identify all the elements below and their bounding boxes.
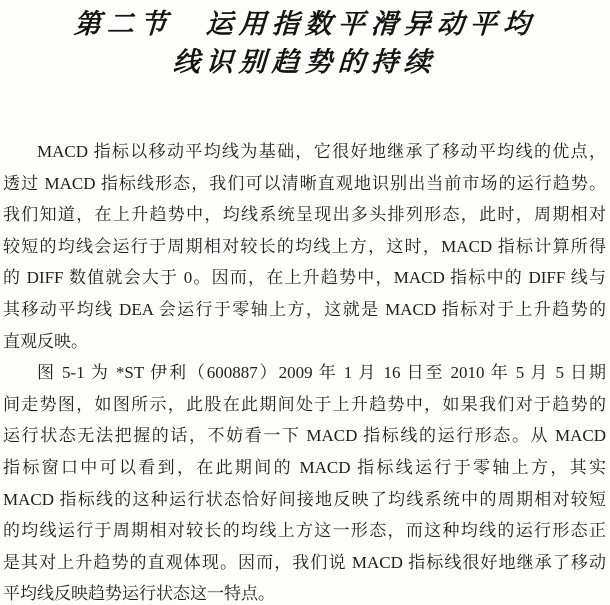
text-line: 指标窗口中可以看到，在此期间的 MACD 指标线运行于零轴上方，其实	[3, 457, 606, 477]
section-heading	[0, 0, 610, 81]
text-line: 图 5-1 为 *ST 伊利（600887）2009 年 1 月 16 日至 2010 年 5 月 5 日期	[37, 363, 606, 383]
text-line: 其移动平均线 DEA 会运行于零轴上方，这就是 MACD 指标对于上升趋势的	[3, 299, 606, 319]
text-line: 较短的均线会运行于周期相对较长的均线上方，这时，MACD 指标计算所得	[3, 236, 606, 256]
text-line: 是其对上升趋势的直观体现。因而，我们说 MACD 指标线很好地继承了移动	[3, 552, 606, 572]
section-heading-line-2: 线识别趋势的持续	[172, 47, 438, 77]
paragraph-2	[3, 357, 606, 605]
section-heading-line-1: 第二节 运用指数平滑异动平均	[73, 9, 537, 39]
text-line: MACD 指标以移动平均线为基础，它很好地继承了移动平均线的优点，	[37, 142, 606, 161]
paragraph-1	[3, 136, 606, 357]
text-line: 我们知道，在上升趋势中，均线系统呈现出多头排列形态，此时，周期相对	[3, 205, 606, 225]
text-line: 的 DIFF 数值就会大于 0。因而，在上升趋势中，MACD 指标中的 DIFF 线与	[3, 268, 606, 288]
text-line: 运行状态无法把握的话，不妨看一下 MACD 指标线的运行形态。从 MACD	[3, 426, 606, 446]
text-line: 平均线反映趋势运行状态这一特点。	[3, 584, 275, 604]
text-line: MACD 指标线的这种运行状态恰好间接地反映了均线系统中的周期相对较短	[3, 489, 606, 509]
text-line: 直观反映。	[3, 331, 88, 351]
text-line: 间走势图，如图所示，此股在此期间处于上升趋势中，如果我们对于趋势的	[3, 394, 606, 414]
text-line: 的均线运行于周期相对较长的均线上方这一形态，而这种均线的运行形态正	[3, 521, 606, 541]
text-line: 透过 MACD 指标线形态，我们可以清晰直观地识别出当前市场的运行趋势。	[3, 173, 606, 193]
body-text	[0, 81, 610, 605]
